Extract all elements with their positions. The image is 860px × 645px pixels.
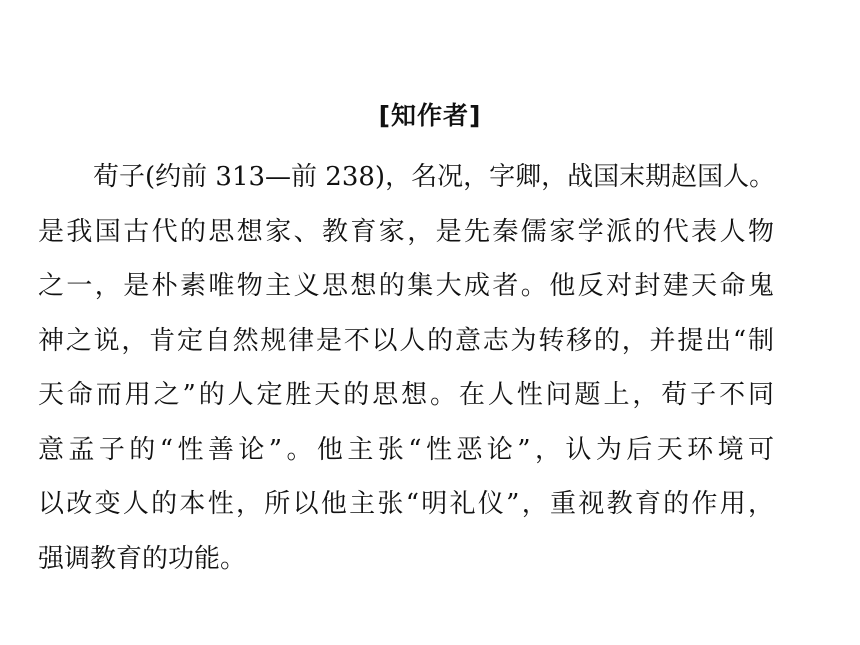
paragraph-line: 之一，是朴素唯物主义思想的集大成者。他反对封建天命鬼 xyxy=(38,271,774,301)
paragraph-line: 强调教育的功能。 xyxy=(38,543,247,574)
paragraph-line: 荀子(约前 313—前 238)，名况，字卿，战国末期赵国人。 xyxy=(93,162,776,192)
paragraph-line: 天命而用之”的人定胜天的思想。在人性问题上，荀子不同 xyxy=(38,380,774,410)
paragraph-line: 是我国古代的思想家、教育家，是先秦儒家学派的代表人物 xyxy=(38,216,774,247)
paragraph-line: 神之说，肯定自然规律是不以人的意志为转移的，并提出“制 xyxy=(38,325,774,356)
paragraph-line: 意孟子的“性善论”。他主张“性恶论”，认为后天环境可 xyxy=(38,434,774,465)
author-intro-paragraph xyxy=(38,150,774,586)
paragraph-line: 以改变人的本性，所以他主张“明礼仪”，重视教育的作用， xyxy=(38,489,774,519)
section-heading: [知作者] xyxy=(378,101,482,130)
